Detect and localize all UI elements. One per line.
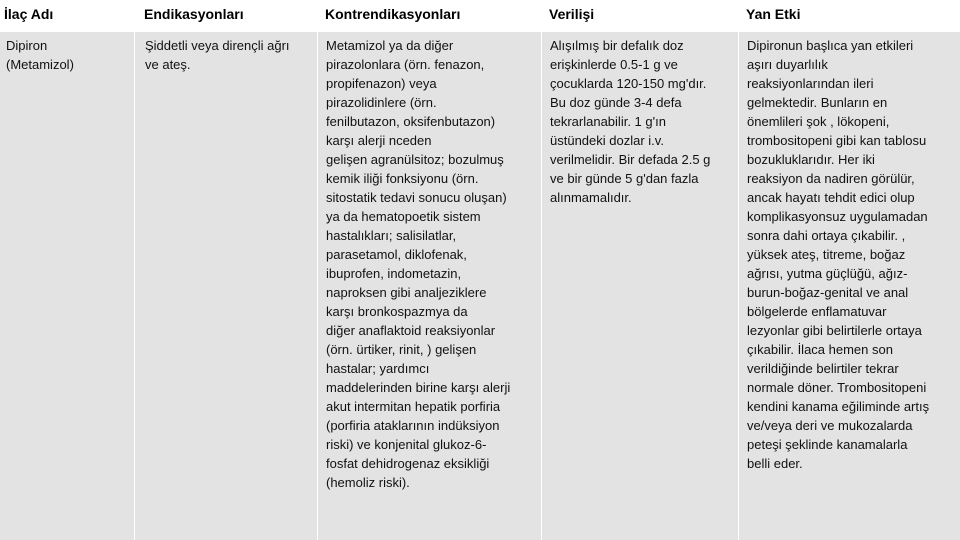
cell-text-line: hastalıkları; salisilatlar, — [326, 228, 457, 243]
cell-text-line: naproksen gibi analjeziklere — [326, 285, 487, 300]
cell-indications — [134, 30, 317, 540]
cell-text-line: hastalar; yardımcı — [326, 361, 430, 376]
cell-contraindications — [317, 30, 541, 540]
header-indications: Endikasyonları — [134, 0, 317, 30]
cell-text-line: verilmelidir. Bir defada 2.5 g — [550, 152, 711, 167]
cell-text-line: ve/veya deri ve mukozalarda — [747, 418, 913, 433]
cell-text-line: reaksiyonlarından ileri — [747, 76, 874, 91]
cell-text-line: karşı alerji nceden — [326, 133, 432, 148]
cell-text-line: maddelerinden birine karşı alerji — [326, 380, 511, 395]
cell-text-line: burun-boğaz-genital ve anal — [747, 285, 909, 300]
cell-text-line: (porfiria ataklarının indüksiyon — [326, 418, 500, 433]
cell-text-line: trombositopeni gibi kan tablosu — [747, 133, 927, 148]
cell-text-line: Metamizol ya da diğer — [326, 38, 454, 53]
cell-text-line: gelmektedir. Bunların en — [747, 95, 888, 110]
cell-text-line: akut intermitan hepatik porfiria — [326, 399, 501, 414]
cell-text-line: riski) ve konjenital glukoz-6- — [326, 437, 487, 452]
cell-drug-name — [0, 30, 134, 540]
cell-text-line: peteşi şeklinde kanamalarla — [747, 437, 908, 452]
cell-text-line: pirazolidinlere (örn. — [326, 95, 437, 110]
cell-text-line: kendini kanama eğiliminde artış — [747, 399, 930, 414]
header-drug-name: İlaç Adı — [0, 0, 134, 30]
header-contraindications: Kontrendikasyonları — [317, 0, 541, 30]
cell-text-line: Dipiron — [6, 38, 48, 53]
cell-text-line: karşı bronkospazmya da — [326, 304, 468, 319]
cell-text-line: üstündeki dozlar i.v. — [550, 133, 664, 148]
cell-text-line: propifenazon) veya — [326, 76, 437, 91]
cell-text-line: reaksiyon da nadiren görülür, — [747, 171, 915, 186]
cell-text-line: pirazolonlara (örn. fenazon, — [326, 57, 485, 72]
cell-text-line: aşırı duyarlılık — [747, 57, 828, 72]
cell-text-line: sonra dahi ortaya çıkabilir. , — [747, 228, 906, 243]
cell-text-line: çıkabilir. İlaca hemen son — [747, 342, 893, 357]
cell-text-line: (örn. ürtiker, rinit, ) gelişen — [326, 342, 477, 357]
cell-text-line: lezyonlar gibi belirtilerle ortaya — [747, 323, 922, 338]
cell-text-line: gelişen agranülsitoz; bozulmuş — [326, 152, 504, 167]
cell-text-line: çocuklarda 120-150 mg'dır. — [550, 76, 707, 91]
cell-text-line: (hemoliz riski). — [326, 475, 410, 490]
cell-text-line: fenilbutazon, oksifenbutazon) — [326, 114, 496, 129]
cell-text-line: Dipironun başlıca yan etkileri — [747, 38, 914, 53]
cell-text-line: ve bir günde 5 g'dan fazla — [550, 171, 699, 186]
cell-text-line: alınmamalıdır. — [550, 190, 632, 205]
header-administration: Verilişi — [541, 0, 738, 30]
cell-text-line: Alışılmış bir defalık doz — [550, 38, 684, 53]
cell-side-effects — [738, 30, 960, 540]
cell-text-line: bölgelerde enflamatuvar — [747, 304, 887, 319]
cell-text-line: komplikasyonsuz uygulamadan — [747, 209, 928, 224]
cell-text-line: tekrarlanabilir. 1 g'ın — [550, 114, 666, 129]
cell-text-line: diğer anaflaktoid reaksiyonlar — [326, 323, 496, 338]
cell-text-line: (Metamizol) — [6, 57, 74, 72]
cell-text-line: Bu doz günde 3-4 defa — [550, 95, 682, 110]
cell-text-line: belli eder. — [747, 456, 803, 471]
cell-text-line: ya da hematopoetik sistem — [326, 209, 481, 224]
cell-text-line: erişkinlerde 0.5-1 g ve — [550, 57, 678, 72]
cell-text-line: Şiddetli veya dirençli ağrı — [145, 38, 290, 53]
cell-text-line: ibuprofen, indometazin, — [326, 266, 462, 281]
cell-text-line: bozukluklarıdır. Her iki — [747, 152, 875, 167]
cell-text-line: önemlileri şok , lökopeni, — [747, 114, 890, 129]
cell-text-line: ve ateş. — [145, 57, 191, 72]
cell-administration — [541, 30, 738, 540]
cell-text-line: ağrısı, yutma güçlüğü, ağız- — [747, 266, 908, 281]
cell-text-line: verildiğinde belirtiler tekrar — [747, 361, 899, 376]
cell-text-line: parasetamol, diklofenak, — [326, 247, 467, 262]
cell-text-line: kemik iliği fonksiyonu (örn. — [326, 171, 479, 186]
cell-text-line: sitostatik tedavi sonucu oluşan) — [326, 190, 507, 205]
cell-text-line: fosfat dehidrogenaz eksikliği — [326, 456, 490, 471]
cell-text-line: normale döner. Trombositopeni — [747, 380, 927, 395]
cell-text-line: ancak hayatı tehdit edici olup — [747, 190, 915, 205]
cell-text-line: yüksek ateş, titreme, boğaz — [747, 247, 906, 262]
header-side-effects: Yan Etki — [738, 0, 960, 30]
